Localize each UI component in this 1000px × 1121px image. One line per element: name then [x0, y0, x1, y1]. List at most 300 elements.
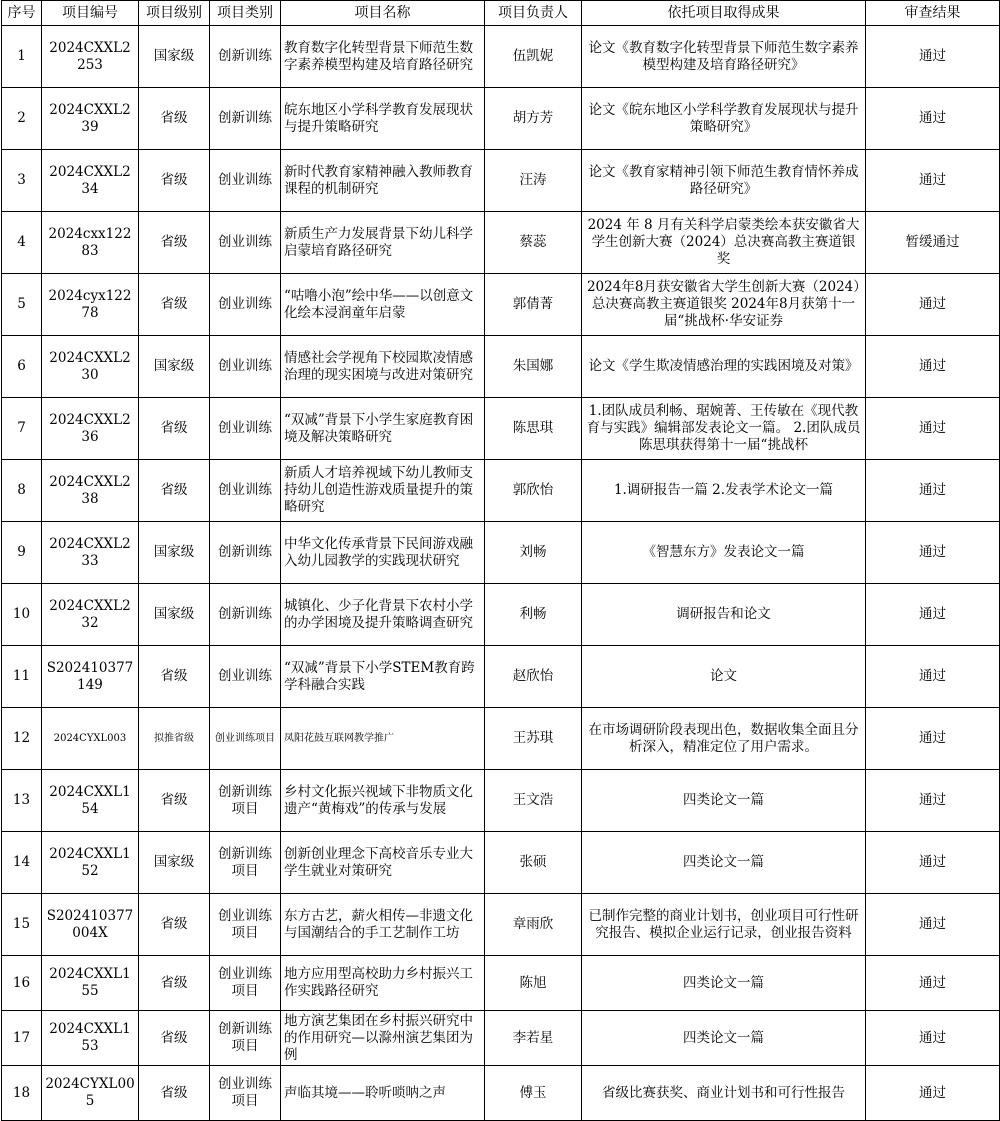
cell-result — [866, 832, 1000, 894]
header-row — [2, 1, 1000, 26]
cell-leader-text: 陈旭 — [519, 974, 547, 991]
table-row — [2, 956, 1000, 1011]
header-code: 项目编号 — [42, 1, 139, 26]
cell-result — [866, 274, 1000, 336]
cell-category-text: 创新训练项目 — [218, 845, 272, 879]
cell-result-text: 通过 — [919, 420, 946, 436]
cell-code — [42, 1011, 139, 1066]
cell-no-text: 18 — [12, 1084, 31, 1101]
cell-achievement-text: 四类论文一篇 — [683, 974, 764, 991]
cell-code — [42, 522, 139, 584]
cell-no-text: 9 — [17, 544, 26, 560]
cell-result-text: 暂缓通过 — [905, 234, 960, 250]
cell-leader — [485, 708, 582, 770]
cell-achievement — [582, 88, 866, 150]
cell-level-text: 省级 — [160, 668, 188, 684]
cell-name-text: 地方应用型高校助力乡村振兴工作实践路径研究 — [284, 966, 473, 999]
cell-result-text: 通过 — [919, 730, 946, 746]
cell-result — [866, 336, 1000, 398]
cell-no — [2, 88, 42, 150]
cell-achievement — [582, 274, 866, 336]
cell-category — [210, 584, 281, 646]
cell-achievement-text: 1.团队成员利畅、琚婉菁、王传敏在《现代教育与实践》编辑部发表论文一篇。 2.团队成员陈思琪获得第十一届“挑战杯 — [586, 403, 861, 453]
header-result: 审查结果 — [866, 1, 1000, 26]
cell-level-text: 省级 — [160, 1084, 188, 1101]
cell-code-text: 2024CXXL233 — [49, 535, 131, 569]
cell-level-text: 国家级 — [153, 606, 195, 622]
cell-code-text: 2024CXXL154 — [49, 783, 131, 817]
cell-level-text: 拟推省级 — [154, 733, 194, 744]
cell-result — [866, 646, 1000, 708]
cell-code-text: 2024CXXL234 — [49, 163, 131, 197]
cell-name-text: 乡村文化振兴视域下非物质文化遗产“黄梅戏”的传承与发展 — [284, 783, 473, 817]
cell-category-text: 创新训练 — [218, 48, 272, 64]
cell-no — [2, 1066, 42, 1121]
cell-category — [210, 522, 281, 584]
cell-leader — [485, 1066, 582, 1121]
cell-achievement-text: 2024年8月获安徽省大学生创新大赛（2024）总决赛高教主赛道银奖 2024年8月获第十一届“挑战杯·华安证券 — [586, 279, 861, 329]
cell-result — [866, 398, 1000, 460]
cell-code-text: 2024CXXL239 — [49, 101, 131, 135]
cell-level — [139, 956, 210, 1011]
header-category: 项目类别 — [210, 1, 281, 26]
cell-name — [281, 584, 485, 646]
cell-code-text: 2024CXXL238 — [49, 473, 131, 507]
cell-name-text: 新时代教育家精神融入教师教育课程的机制研究 — [284, 163, 473, 197]
cell-no-text: 2 — [17, 110, 26, 126]
cell-leader — [485, 1011, 582, 1066]
project-review-table — [1, 0, 1000, 1121]
cell-category-text: 创业训练项目 — [218, 1076, 272, 1109]
cell-no-text: 7 — [17, 420, 26, 436]
cell-achievement-text: 论文《教育家精神引领下师范生教育情怀养成路径研究》 — [588, 163, 859, 197]
cell-code-text: 2024CXXL153 — [49, 1021, 131, 1054]
cell-result — [866, 88, 1000, 150]
table-row — [2, 460, 1000, 522]
cell-achievement-text: 1.调研报告一篇 2.发表学术论文一篇 — [613, 482, 834, 498]
cell-achievement — [582, 894, 866, 956]
cell-category-text: 创新训练 — [218, 606, 272, 622]
cell-code — [42, 398, 139, 460]
cell-result — [866, 1011, 1000, 1066]
cell-no-text: 3 — [17, 172, 26, 188]
cell-leader-text: 蔡蕊 — [519, 234, 547, 250]
cell-code-text: 2024CXXL152 — [49, 845, 131, 879]
cell-result-text: 通过 — [919, 544, 946, 560]
cell-result — [866, 212, 1000, 274]
cell-leader-text: 伍凯妮 — [512, 48, 554, 64]
cell-level-text: 国家级 — [153, 544, 195, 560]
cell-category — [210, 274, 281, 336]
cell-level — [139, 460, 210, 522]
cell-leader — [485, 88, 582, 150]
cell-achievement-text: 已制作完整的商业计划书，创业项目可行性研究报告、模拟企业运行记录，创业报告资料 — [588, 907, 859, 941]
cell-achievement — [582, 398, 866, 460]
cell-no — [2, 770, 42, 832]
cell-category-text: 创业训练 — [218, 420, 272, 436]
cell-leader-text: 李若星 — [512, 1029, 554, 1046]
table-row — [2, 150, 1000, 212]
cell-level — [139, 522, 210, 584]
cell-result-text: 通过 — [919, 974, 946, 991]
cell-level — [139, 584, 210, 646]
cell-result-text: 通过 — [919, 296, 946, 312]
header-no: 序号 — [2, 1, 42, 26]
cell-leader — [485, 646, 582, 708]
cell-category — [210, 150, 281, 212]
cell-result — [866, 1066, 1000, 1121]
cell-name — [281, 956, 485, 1011]
cell-achievement — [582, 956, 866, 1011]
cell-achievement-text: 省级比赛获奖、商业计划书和可行性报告 — [602, 1084, 845, 1101]
cell-category-text: 创业训练 — [218, 296, 272, 312]
cell-name — [281, 708, 485, 770]
cell-category — [210, 832, 281, 894]
cell-code-text: 2024CXXL232 — [49, 597, 131, 631]
cell-category — [210, 26, 281, 88]
cell-achievement — [582, 1066, 866, 1121]
cell-level-text: 省级 — [160, 420, 188, 436]
cell-result — [866, 150, 1000, 212]
cell-leader — [485, 26, 582, 88]
cell-no — [2, 336, 42, 398]
cell-name-text: 新质人才培养视域下幼儿教师支持幼儿创造性游戏质量提升的策略研究 — [284, 465, 473, 515]
cell-level — [139, 646, 210, 708]
cell-no — [2, 522, 42, 584]
cell-no — [2, 26, 42, 88]
cell-level — [139, 212, 210, 274]
cell-category-text: 创业训练项目 — [218, 966, 272, 999]
cell-code — [42, 274, 139, 336]
cell-code — [42, 26, 139, 88]
cell-category — [210, 88, 281, 150]
cell-category — [210, 770, 281, 832]
cell-category-text: 创业训练 — [218, 358, 272, 374]
cell-leader — [485, 522, 582, 584]
cell-level — [139, 1066, 210, 1121]
cell-name-text: 东方古艺，薪火相传—非遗文化与国潮结合的手工艺制作工坊 — [284, 907, 473, 941]
cell-no-text: 17 — [12, 1029, 31, 1046]
table-row — [2, 212, 1000, 274]
cell-no — [2, 956, 42, 1011]
cell-leader-text: 朱国娜 — [512, 358, 554, 374]
cell-name-text: 地方演艺集团在乡村振兴研究中的作用研究—以滁州演艺集团为例 — [284, 1012, 473, 1063]
cell-name — [281, 460, 485, 522]
cell-achievement-text: 四类论文一篇 — [683, 1029, 764, 1046]
cell-no-text: 14 — [12, 854, 31, 870]
cell-no-text: 13 — [12, 792, 31, 808]
cell-achievement — [582, 832, 866, 894]
table-row — [2, 88, 1000, 150]
cell-achievement-text: 论文《学生欺凌情感治理的实践困境及对策》 — [588, 358, 859, 374]
cell-level-text: 省级 — [160, 1029, 188, 1046]
cell-name-text: 新质生产力发展背景下幼儿科学启蒙培育路径研究 — [284, 225, 473, 259]
cell-name-text: “咕噜小泡”绘中华——以创意文化绘本浸润童年启蒙 — [284, 287, 474, 321]
cell-category-text: 创新训练项目 — [218, 783, 272, 817]
cell-result-text: 通过 — [919, 172, 946, 188]
cell-code — [42, 1066, 139, 1121]
cell-no — [2, 398, 42, 460]
cell-no-text: 10 — [12, 606, 31, 622]
table-body — [2, 26, 1000, 1121]
cell-no-text: 15 — [12, 916, 31, 932]
table-row — [2, 522, 1000, 584]
cell-no — [2, 460, 42, 522]
cell-achievement-text: 论文 — [710, 668, 737, 684]
table-row — [2, 26, 1000, 88]
cell-name — [281, 26, 485, 88]
cell-result-text: 通过 — [919, 916, 946, 932]
cell-category — [210, 646, 281, 708]
cell-result — [866, 26, 1000, 88]
cell-no-text: 4 — [17, 234, 26, 250]
cell-name — [281, 522, 485, 584]
cell-name-text: 凤阳花鼓互联网教学推广 — [284, 733, 394, 744]
cell-leader — [485, 584, 582, 646]
cell-code — [42, 460, 139, 522]
cell-code — [42, 212, 139, 274]
cell-category-text: 创新训练项目 — [218, 1021, 272, 1054]
cell-level-text: 省级 — [160, 916, 188, 932]
table-row — [2, 894, 1000, 956]
cell-result-text: 通过 — [919, 1029, 946, 1046]
cell-code-text: 2024CXXL155 — [49, 966, 131, 999]
cell-code — [42, 708, 139, 770]
cell-category — [210, 336, 281, 398]
cell-category — [210, 212, 281, 274]
cell-code-text: S202410377149 — [46, 659, 134, 693]
cell-no-text: 11 — [12, 668, 31, 684]
cell-category — [210, 1011, 281, 1066]
cell-level — [139, 398, 210, 460]
cell-leader-text: 刘畅 — [519, 544, 547, 560]
cell-achievement — [582, 26, 866, 88]
cell-no — [2, 274, 42, 336]
cell-category-text: 创业训练 — [218, 668, 272, 684]
cell-category-text: 创业训练 — [218, 172, 272, 188]
cell-level — [139, 336, 210, 398]
cell-code — [42, 956, 139, 1011]
cell-result — [866, 522, 1000, 584]
cell-no — [2, 584, 42, 646]
cell-achievement — [582, 1011, 866, 1066]
cell-name — [281, 212, 485, 274]
cell-name — [281, 398, 485, 460]
cell-leader-text: 郭欣怡 — [512, 482, 554, 498]
cell-leader — [485, 460, 582, 522]
cell-category-text: 创新训练 — [218, 544, 272, 560]
cell-name-text: 声临其境——聆听唢呐之声 — [284, 1084, 446, 1101]
header-level: 项目级别 — [139, 1, 210, 26]
cell-leader-text: 王苏琪 — [512, 730, 554, 746]
cell-leader — [485, 832, 582, 894]
cell-name-text: 创新创业理念下高校音乐专业大学生就业对策研究 — [284, 845, 473, 879]
cell-result-text: 通过 — [919, 358, 946, 374]
cell-code — [42, 770, 139, 832]
cell-category-text: 创业训练项目 — [218, 907, 272, 941]
cell-category — [210, 894, 281, 956]
cell-leader-text: 郭倩菁 — [512, 296, 554, 312]
cell-no-text: 1 — [17, 48, 26, 64]
cell-no — [2, 894, 42, 956]
table-row — [2, 398, 1000, 460]
cell-no — [2, 708, 42, 770]
cell-category — [210, 1066, 281, 1121]
table-row — [2, 832, 1000, 894]
cell-no-text: 6 — [17, 358, 26, 374]
cell-leader-text: 张硕 — [519, 854, 547, 870]
table-row — [2, 274, 1000, 336]
cell-level-text: 省级 — [160, 110, 188, 126]
table-row — [2, 770, 1000, 832]
cell-leader — [485, 336, 582, 398]
cell-leader-text: 傅玉 — [519, 1084, 547, 1101]
cell-leader-text: 胡方芳 — [512, 110, 554, 126]
cell-level — [139, 894, 210, 956]
cell-category-text: 创业训练 — [218, 482, 272, 498]
cell-name — [281, 1011, 485, 1066]
cell-achievement-text: 2024 年 8 月有关科学启蒙类绘本获安徽省大学生创新大赛（2024）总决赛高教主赛道银奖 — [587, 217, 860, 267]
cell-code-text: 2024CXXL230 — [49, 349, 131, 383]
header-achievement: 依托项目取得成果 — [582, 1, 866, 26]
cell-level — [139, 1011, 210, 1066]
cell-no-text: 8 — [17, 482, 26, 498]
cell-achievement — [582, 150, 866, 212]
cell-achievement — [582, 646, 866, 708]
cell-name — [281, 832, 485, 894]
cell-leader — [485, 956, 582, 1011]
cell-level — [139, 832, 210, 894]
cell-leader — [485, 212, 582, 274]
cell-name — [281, 88, 485, 150]
cell-name — [281, 894, 485, 956]
cell-category-text: 创新训练 — [218, 110, 272, 126]
cell-name — [281, 150, 485, 212]
cell-name — [281, 646, 485, 708]
cell-leader — [485, 274, 582, 336]
cell-achievement — [582, 770, 866, 832]
cell-level — [139, 150, 210, 212]
cell-result-text: 通过 — [919, 792, 946, 808]
cell-result — [866, 894, 1000, 956]
cell-code — [42, 894, 139, 956]
cell-level-text: 省级 — [160, 482, 188, 498]
cell-level-text: 省级 — [160, 792, 188, 808]
cell-code-text: 2024CYXL005 — [45, 1076, 135, 1109]
cell-name-text: “双减”背景下小学生家庭教育困境及解决策略研究 — [284, 411, 474, 445]
cell-leader-text: 赵欣怡 — [512, 668, 554, 684]
cell-result-text: 通过 — [919, 668, 946, 684]
cell-result-text: 通过 — [919, 854, 946, 870]
cell-level-text: 国家级 — [153, 854, 195, 870]
cell-result — [866, 770, 1000, 832]
cell-no — [2, 150, 42, 212]
cell-name — [281, 336, 485, 398]
cell-name-text: 皖东地区小学科学教育发展现状与提升策略研究 — [284, 101, 473, 135]
cell-leader-text: 汪涛 — [519, 172, 547, 188]
cell-result — [866, 956, 1000, 1011]
cell-code — [42, 646, 139, 708]
cell-achievement — [582, 584, 866, 646]
cell-achievement-text: 论文《皖东地区小学科学教育发展现状与提升策略研究》 — [588, 101, 859, 135]
cell-achievement-text: 四类论文一篇 — [683, 792, 764, 808]
cell-name — [281, 1066, 485, 1121]
header-leader: 项目负责人 — [485, 1, 582, 26]
cell-achievement — [582, 460, 866, 522]
cell-achievement — [582, 522, 866, 584]
cell-code-text: 2024CYXL003 — [53, 733, 127, 744]
cell-code-text: 2024cxx12283 — [48, 225, 132, 259]
cell-code — [42, 88, 139, 150]
cell-level — [139, 770, 210, 832]
cell-achievement-text: 调研报告和论文 — [676, 606, 771, 622]
cell-name-text: 教育数字化转型背景下师范生数字素养模型构建及培育路径研究 — [284, 39, 473, 73]
cell-category — [210, 956, 281, 1011]
table-row — [2, 708, 1000, 770]
cell-level-text: 国家级 — [153, 48, 195, 64]
cell-achievement-text: 论文《教育数字化转型背景下师范生数字素养模型构建及培育路径研究》 — [588, 39, 859, 73]
cell-code — [42, 336, 139, 398]
cell-name-text: 中华文化传承背景下民间游戏融入幼儿园教学的实践现状研究 — [284, 535, 473, 569]
cell-category — [210, 708, 281, 770]
cell-leader-text: 章雨欣 — [512, 916, 554, 932]
cell-category — [210, 398, 281, 460]
cell-result-text: 通过 — [919, 482, 946, 498]
cell-category-text: 创业训练 — [218, 234, 272, 250]
cell-level-text: 省级 — [160, 234, 188, 250]
cell-no — [2, 212, 42, 274]
cell-code — [42, 832, 139, 894]
cell-result-text: 通过 — [919, 1084, 946, 1101]
cell-achievement-text: 在市场调研阶段表现出色，数据收集全面且分析深入，精准定位了用户需求。 — [588, 721, 859, 755]
cell-achievement-text: 四类论文一篇 — [683, 854, 764, 870]
cell-code — [42, 150, 139, 212]
cell-no — [2, 1011, 42, 1066]
cell-level — [139, 88, 210, 150]
cell-code-text: 2024CXXL236 — [49, 411, 131, 445]
cell-achievement-text: 《智慧东方》发表论文一篇 — [642, 544, 805, 560]
table-row — [2, 1011, 1000, 1066]
cell-no — [2, 832, 42, 894]
cell-no-text: 5 — [17, 296, 26, 312]
cell-achievement — [582, 336, 866, 398]
cell-leader-text: 王文浩 — [512, 792, 554, 808]
cell-level-text: 国家级 — [153, 358, 195, 374]
cell-level — [139, 708, 210, 770]
cell-code-text: S202410377004X — [46, 907, 134, 941]
table-row — [2, 336, 1000, 398]
cell-leader — [485, 398, 582, 460]
cell-result — [866, 708, 1000, 770]
table-row — [2, 1066, 1000, 1121]
cell-name-text: 情感社会学视角下校园欺凌情感治理的现实困境与改进对策研究 — [284, 349, 473, 383]
cell-category — [210, 460, 281, 522]
cell-leader — [485, 150, 582, 212]
cell-code — [42, 584, 139, 646]
cell-achievement — [582, 708, 866, 770]
cell-no — [2, 646, 42, 708]
cell-level — [139, 274, 210, 336]
cell-name — [281, 274, 485, 336]
cell-level-text: 省级 — [160, 296, 188, 312]
cell-achievement — [582, 212, 866, 274]
cell-leader-text: 利畅 — [519, 606, 547, 622]
cell-result-text: 通过 — [919, 606, 946, 622]
cell-result — [866, 584, 1000, 646]
cell-leader — [485, 894, 582, 956]
cell-result-text: 通过 — [919, 110, 946, 126]
cell-level — [139, 26, 210, 88]
